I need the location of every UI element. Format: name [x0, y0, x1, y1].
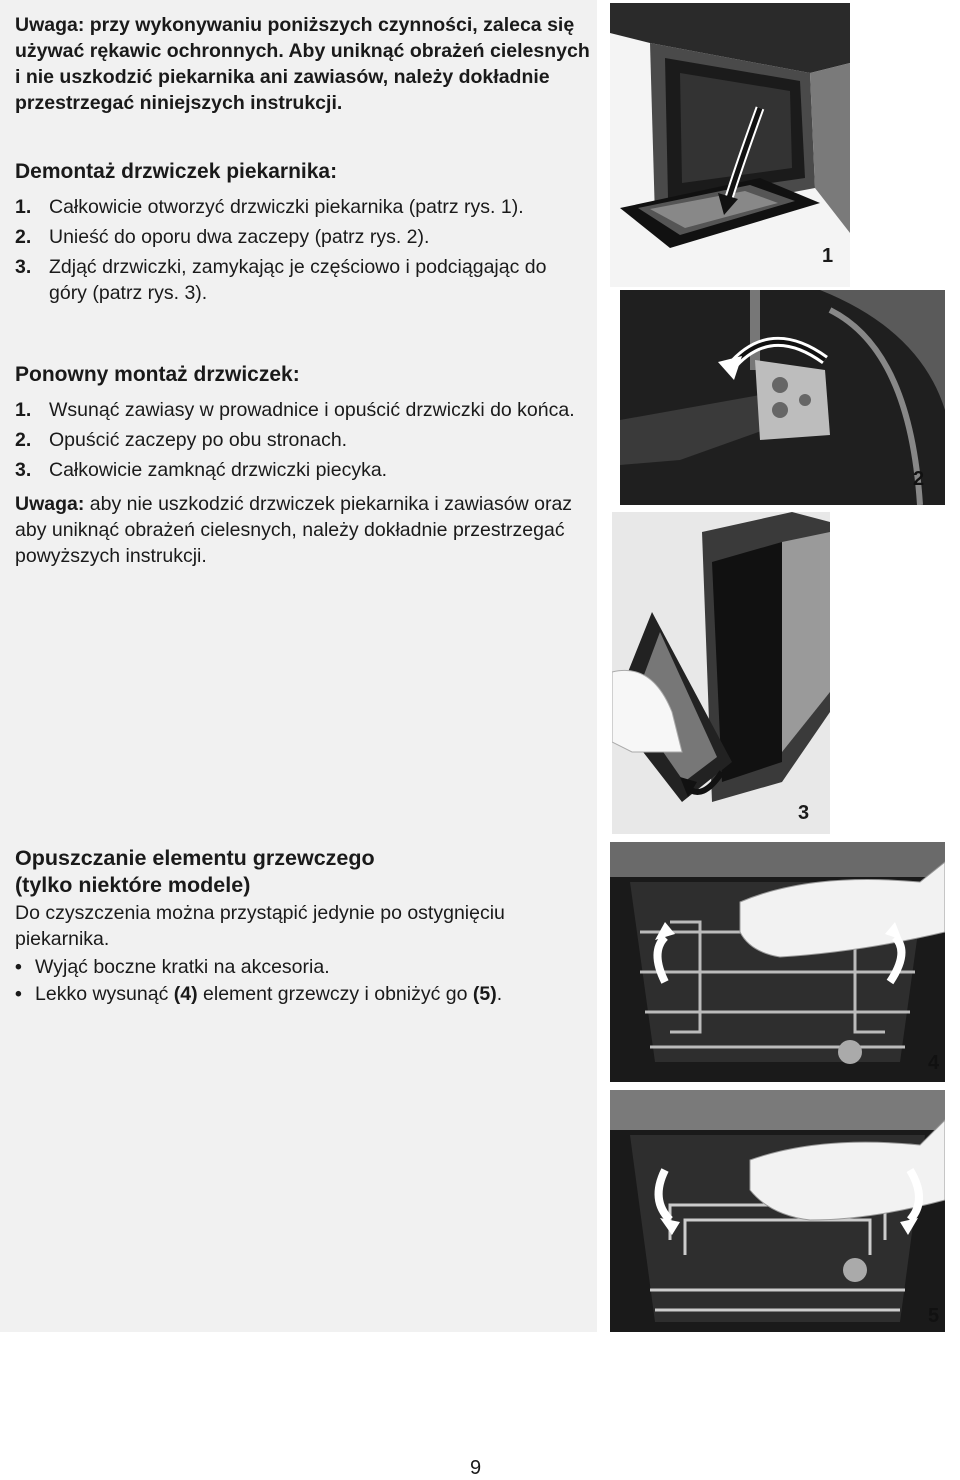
- figure-number: 3: [798, 802, 810, 824]
- oven-open-illustration: [610, 3, 850, 287]
- step-text: Całkowicie otworzyć drzwiczki piekarnika (patrz rys. 1).: [49, 196, 524, 218]
- refit-step: [15, 397, 575, 423]
- heating-title-line1: Opuszczanie elementu grzewczego: [15, 846, 375, 870]
- refit-title: Ponowny montaż drzwiczek:: [15, 363, 300, 386]
- heating-element-illustration: [610, 1090, 945, 1332]
- figure-5-lower-heating-element: [610, 1090, 945, 1332]
- figure-number: 2: [913, 468, 925, 490]
- step-text: Zdjąć drzwiczki, zamykając je częściowo i podciągając do góry (patrz rys. 3).: [49, 256, 547, 304]
- bullet-dot: •: [15, 983, 22, 1005]
- figure-number: 4: [928, 1052, 940, 1074]
- removal-title: Demontaż drzwiczek piekarnika:: [15, 160, 338, 183]
- figure-2-hinge: [620, 290, 945, 505]
- refit-step: [15, 457, 595, 483]
- hinge-illustration: [620, 290, 945, 505]
- removal-step: [15, 224, 595, 250]
- step-number: 1.: [15, 399, 32, 421]
- removal-step: [15, 254, 555, 306]
- door-removal-illustration: [612, 512, 830, 834]
- step-number: 2.: [15, 226, 32, 248]
- figure-number: 1: [822, 245, 834, 267]
- figure-4-rack-removal: [610, 842, 945, 1082]
- warning-top-text: Uwaga: przy wykonywaniu poniższych czynności, zaleca się używać rękawic ochronnych. Aby uniknąć obrażeń cielesnych i nie uszkodzić piekarnika ani zawiasów, należy dokładnie przestrzegać niniejszych instrukcji.: [15, 14, 590, 114]
- side-rack-illustration: [610, 842, 945, 1082]
- step-number: 2.: [15, 429, 32, 451]
- refit-warning-label: Uwaga:: [15, 493, 85, 515]
- step-text: Całkowicie zamknąć drzwiczki piecyka.: [49, 459, 388, 481]
- refit-warning: [15, 491, 575, 569]
- step-text: Unieść do oporu dwa zaczepy (patrz rys. 2).: [49, 226, 430, 248]
- figure-3-remove-door: [612, 512, 830, 834]
- warning-top: [15, 12, 595, 116]
- step-number: 3.: [15, 459, 32, 481]
- heating-section: [15, 845, 595, 1007]
- refit-section: [15, 362, 595, 569]
- figure-number: 5: [928, 1305, 940, 1327]
- step-number: 1.: [15, 196, 32, 218]
- bullet-dot: •: [15, 956, 22, 978]
- refit-warning-text: aby nie uszkodzić drzwiczek piekarnika i zawiasów oraz aby uniknąć obrażeń cielesnych, należy dokładnie przestrzegać powyższych instrukcji.: [15, 493, 573, 567]
- step-text: Opuścić zaczepy po obu stronach.: [49, 429, 348, 451]
- heating-bullet: [15, 954, 595, 980]
- refit-step: [15, 427, 595, 453]
- heating-bullet: [15, 981, 595, 1007]
- step-text: Wsunąć zawiasy w prowadnice i opuścić drzwiczki do końca.: [49, 399, 575, 421]
- heating-intro: Do czyszczenia można przystąpić jedynie po ostygnięciu piekarnika.: [15, 902, 505, 950]
- removal-section: [15, 159, 595, 306]
- heating-title-line2: (tylko niektóre modele): [15, 873, 251, 897]
- figure-1-open-oven: [610, 3, 850, 287]
- step-number: 3.: [15, 256, 32, 278]
- page-number: 9: [470, 1457, 482, 1479]
- removal-step: [15, 194, 595, 220]
- bullet-text: Wyjąć boczne kratki na akcesoria.: [35, 956, 330, 978]
- bullet-text: Lekko wysunąć (4) element grzewczy i obniżyć go (5).: [35, 983, 503, 1005]
